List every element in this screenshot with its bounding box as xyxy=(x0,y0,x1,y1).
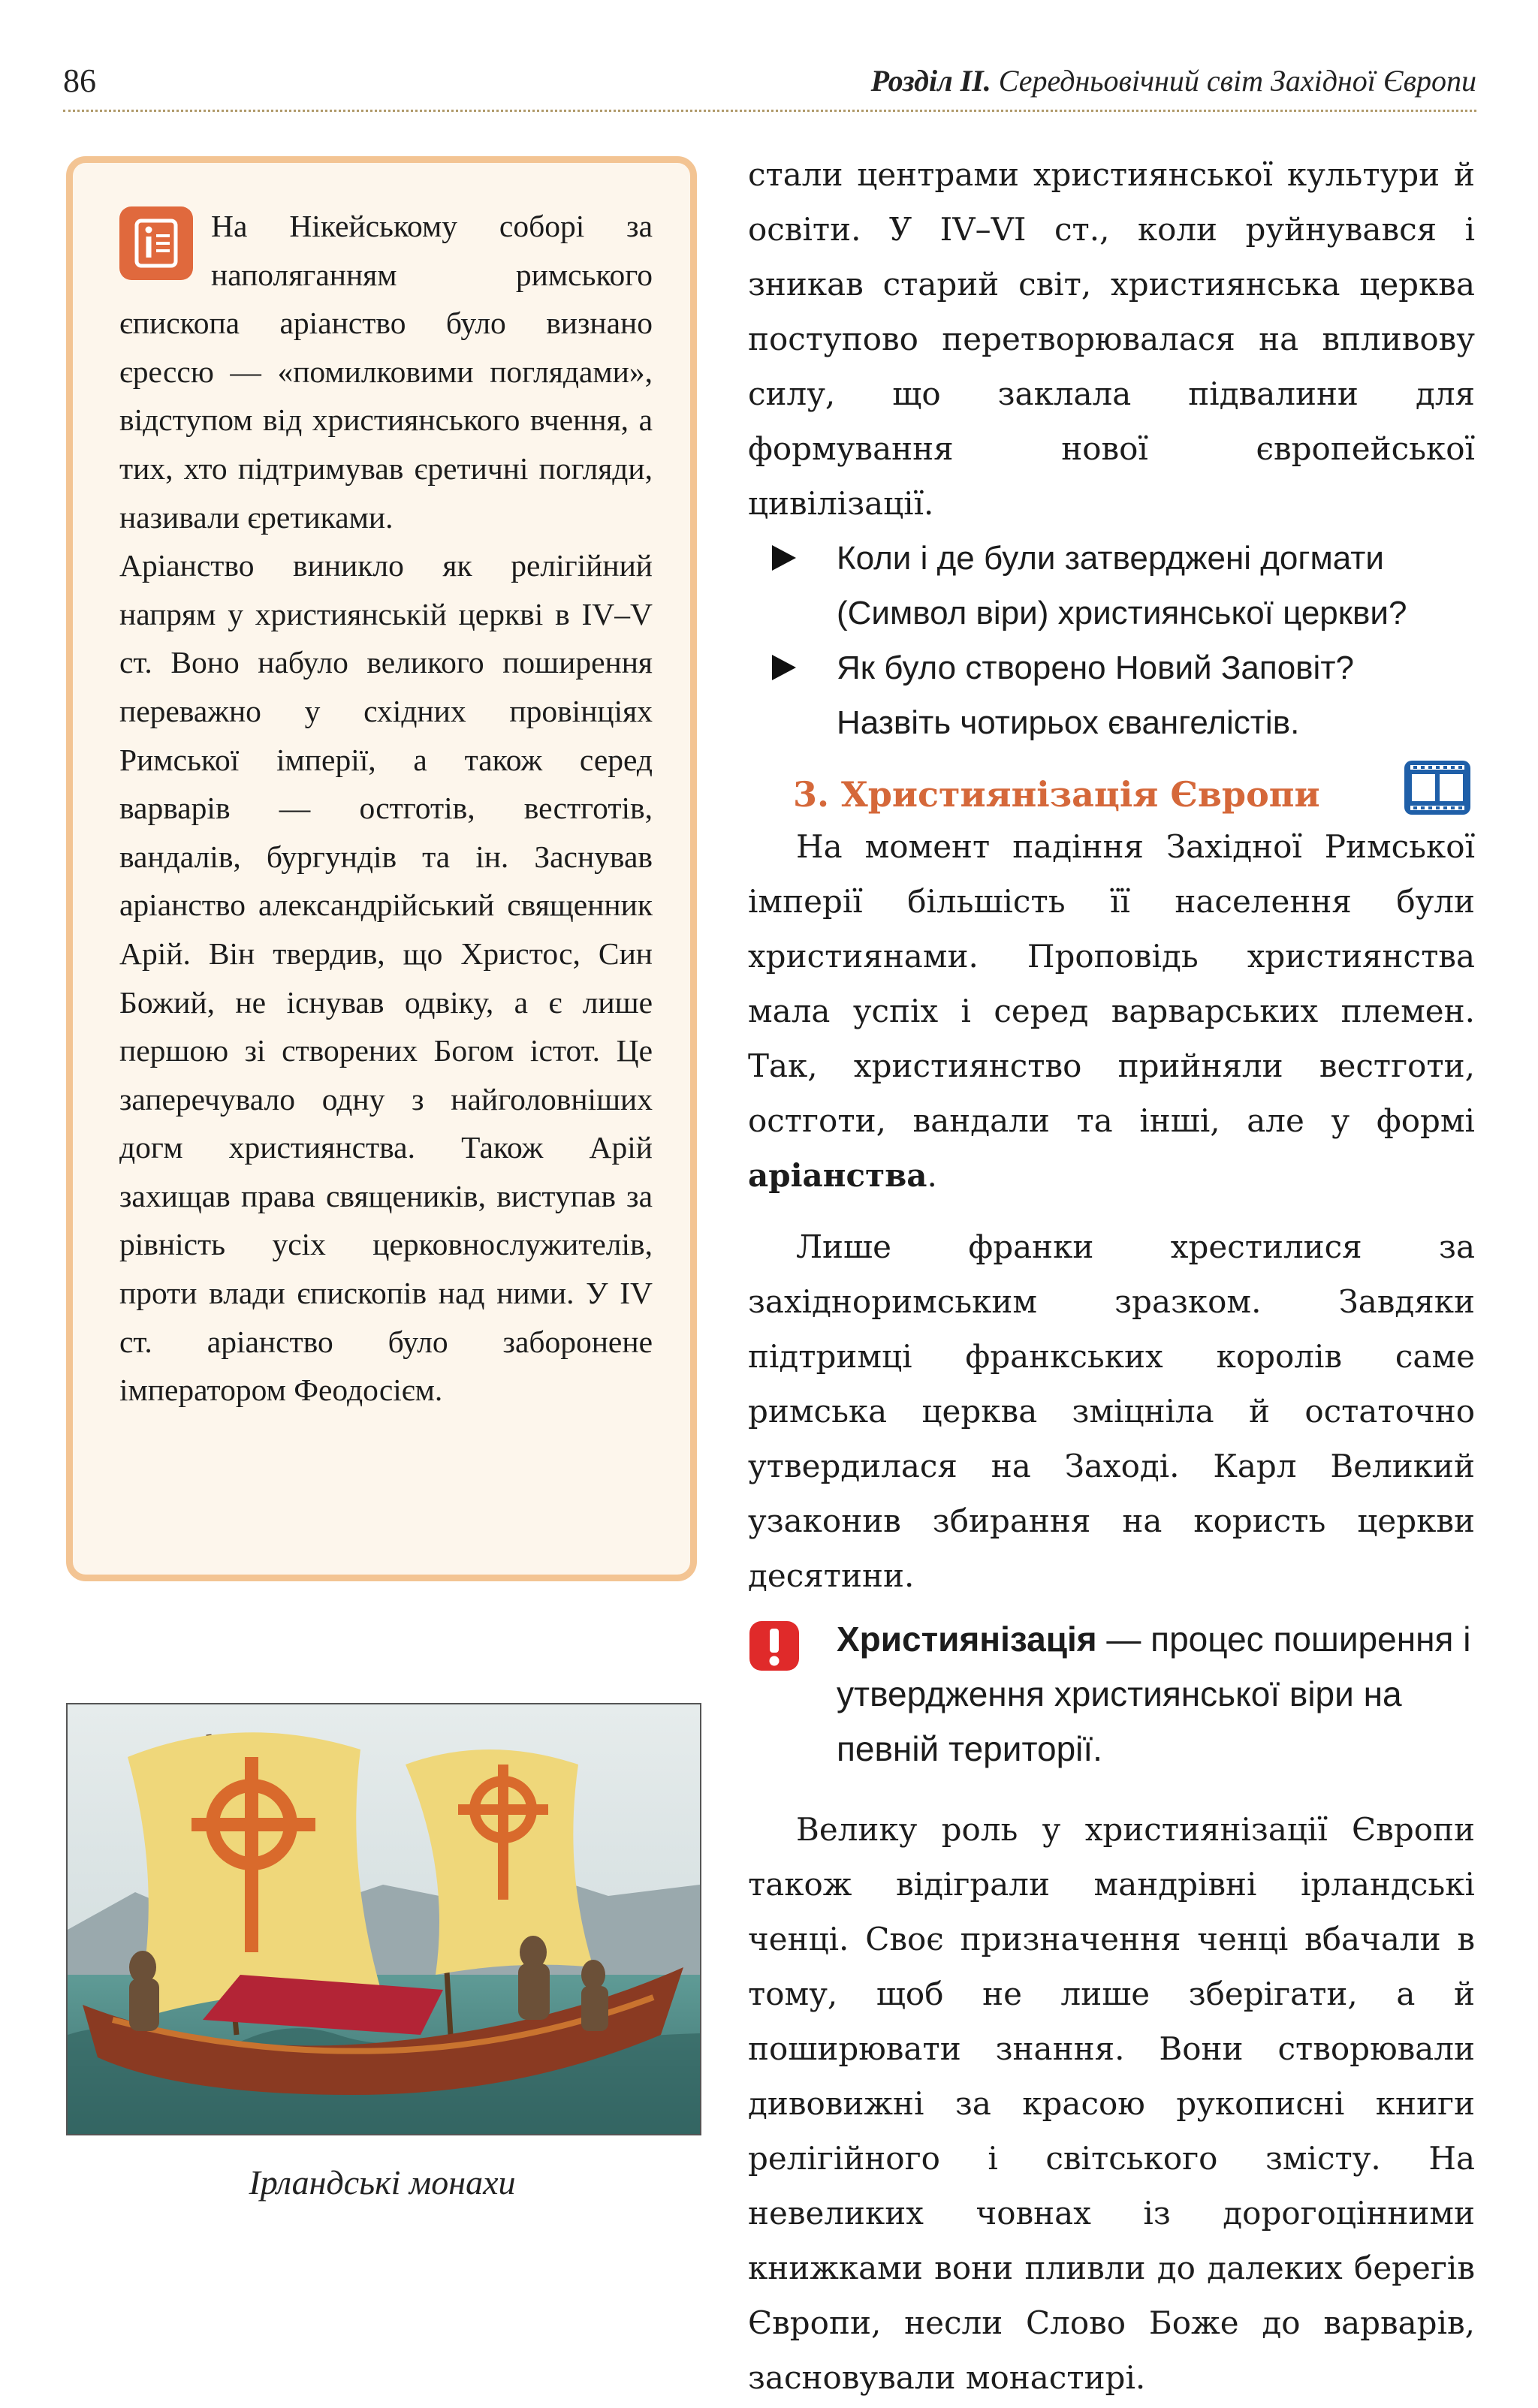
question-1-text: Коли і де були затверджені догмати (Символ віри) християнської церкви? xyxy=(837,540,1407,631)
intro-paragraph: стали центрами християнської культури й освіти. У IV–VI ст., коли руйнувався і зникав старий світ, християнська церква поступово перетворювалася на впливову силу, що заклала підвалини для формування нової європейської цивілізації. xyxy=(748,156,1475,522)
irish-monks-illustration xyxy=(66,1703,701,2135)
question-2 xyxy=(748,640,1475,750)
info-box xyxy=(66,156,697,1581)
exclamation-icon xyxy=(748,1620,801,1672)
info-paragraph-2: Аріанство виникло як релігійний напрям у християнській церкві в IV–V ст. Воно набуло великого поширення переважно у східних провінціях Римської імперії, а також серед варварів — остготів, вестготів, вандалів, бургундів та ін. Заснував аріанство александрійський священник Арій. Він твердив, що Христос, Син Божий, не існував одвіку, а є лише першою зі створених Богом істот. Це заперечувало одну з найголовніших догм християнства. Також Арій захищав права священиків, виступав за рівність усіх церковнослужителів, проти влади єпископів над ними. У IV ст. аріанство було заборонене імператором Феодосієм. xyxy=(119,548,653,1408)
section-title: Середньовічний світ Західної Європи xyxy=(998,64,1476,98)
paragraph-irish-monks: Велику роль у християнізації Європи також відіграли мандрівні ірландські ченці. Своє призначення ченці вбачали в тому, щоб не лише зберігати, а й поширювати знання. Вони створювали дивовижні за красою рукописні книги релігійного і світського змісту. На невеликих човнах із дорогоцінними книжками вони пливли до далеких берегів Європи, несли Слово Боже до варварів, засновували монастирі. xyxy=(748,1811,1475,2396)
info-paragraph-1: На Нікейському соборі за наполяганням римського єпископа аріанство було визнано єрессю — «помилковими поглядами», відступом від християнського вчення, а тих, хто підтримував єретичні погляди, називали єретиками. xyxy=(119,209,653,535)
paragraph-christianization-1 xyxy=(748,819,1475,1203)
p1-end: . xyxy=(927,1157,937,1194)
page-number: 86 xyxy=(63,62,96,99)
triangle-bullet-icon xyxy=(772,545,796,571)
paragraph-franks: Лише франки хрестилися за західноримським зразком. Завдяки підтримці франкських королів саме римська церква зміцніла й остаточно утвердилася на Заході. Карл Великий узаконив збирання на користь церкви десятини. xyxy=(748,1228,1475,1594)
p1-text: На момент падіння Західної Римської імперії більшість її населення були християнами. Проповідь християнства мала успіх і серед варварських племен. Так, християнство прийняли вестготи, остготи, вандали та інші, але у формі xyxy=(748,828,1475,1139)
section-heading xyxy=(748,770,1475,819)
picture-caption: Ірландські монахи xyxy=(249,2163,516,2202)
section-label: Розділ II. xyxy=(870,64,991,98)
definition-block xyxy=(748,1612,1475,1777)
triangle-bullet-icon xyxy=(772,655,796,680)
question-1 xyxy=(748,531,1475,640)
running-header xyxy=(871,63,1476,98)
header-rule xyxy=(63,110,1476,112)
info-book-icon xyxy=(119,206,193,280)
video-icon[interactable] xyxy=(1403,759,1472,816)
question-2-text: Як було створено Новий Заповіт? Назвіть чотирьох євангелістів. xyxy=(837,649,1354,741)
main-column xyxy=(748,147,1475,2405)
definition-text: — процес поширення і утвердження християнської віри на певній території. xyxy=(837,1620,1471,1768)
section-heading-text: 3. Християнізація Європи xyxy=(793,774,1320,815)
definition-term: Християнізація xyxy=(837,1620,1097,1659)
arianism-term: аріанства xyxy=(748,1157,927,1194)
